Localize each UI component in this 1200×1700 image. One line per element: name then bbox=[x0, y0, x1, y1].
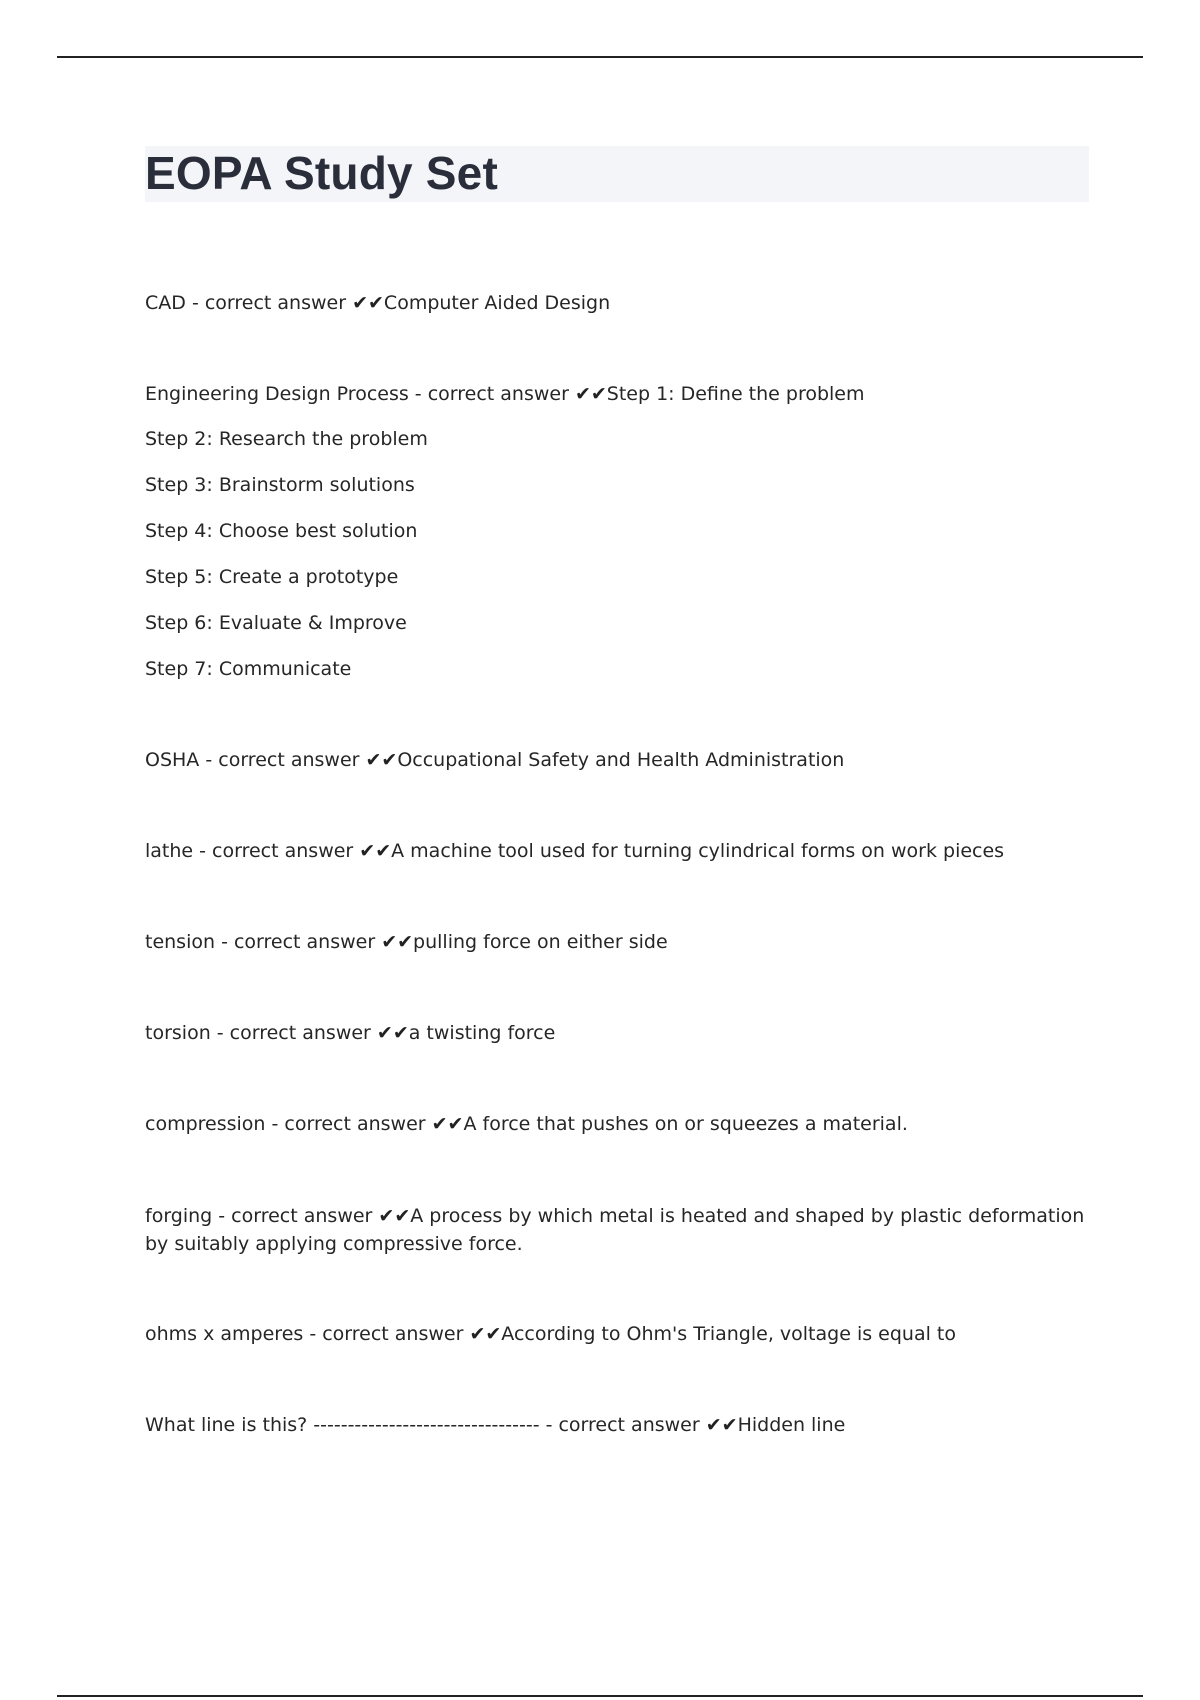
entry-term: What line is this? --------------------------------- bbox=[145, 1414, 540, 1436]
flashcard-entry bbox=[145, 1020, 1090, 1046]
entry-answer: Hidden line bbox=[737, 1414, 846, 1436]
flashcard-entry bbox=[145, 1321, 1090, 1347]
flashcard-entry bbox=[145, 1111, 1090, 1137]
entry-term: OSHA bbox=[145, 749, 200, 771]
entry-answer: Computer Aided Design bbox=[383, 292, 611, 314]
design-step: Step 6: Evaluate & Improve bbox=[145, 612, 407, 634]
entry-separator: - correct answer bbox=[539, 1414, 706, 1436]
flashcard-entry bbox=[145, 929, 1090, 955]
check-marks: ✔✔ bbox=[469, 1323, 502, 1345]
entry-term: ohms x amperes bbox=[145, 1323, 304, 1345]
entry-answer: According to Ohm's Triangle, voltage is equal to bbox=[501, 1323, 956, 1345]
entry-term: compression bbox=[145, 1113, 266, 1135]
design-step: Step 3: Brainstorm solutions bbox=[145, 474, 415, 496]
entry-line bbox=[145, 747, 1090, 773]
entry-answer: Occupational Safety and Health Administration bbox=[397, 749, 845, 771]
bottom-rule bbox=[57, 1695, 1143, 1697]
design-step: Step 5: Create a prototype bbox=[145, 566, 399, 588]
flashcard-entry bbox=[145, 1412, 1090, 1438]
check-marks: ✔✔ bbox=[431, 1113, 464, 1135]
entry-line bbox=[145, 1202, 1090, 1258]
design-step: Step 2: Research the problem bbox=[145, 428, 428, 450]
check-marks: ✔✔ bbox=[705, 1414, 738, 1436]
entry-answer: Step 1: Define the problem bbox=[606, 383, 865, 405]
entry-line bbox=[145, 838, 1090, 864]
design-step: Step 7: Communicate bbox=[145, 658, 352, 680]
entry-term: forging bbox=[145, 1205, 213, 1227]
flashcard-entry bbox=[145, 1202, 1090, 1258]
entry-separator: - correct answer bbox=[210, 1022, 377, 1044]
entry-separator: - correct answer bbox=[193, 840, 360, 862]
flashcard-entry bbox=[145, 838, 1090, 864]
entry-separator: - correct answer bbox=[303, 1323, 470, 1345]
entry-answer: pulling force on either side bbox=[413, 931, 668, 953]
entry-separator: - correct answer bbox=[215, 931, 382, 953]
check-marks: ✔✔ bbox=[376, 1022, 409, 1044]
check-marks: ✔✔ bbox=[359, 840, 392, 862]
entry-term: lathe bbox=[145, 840, 194, 862]
entry-line bbox=[145, 381, 1090, 407]
flashcard-list bbox=[145, 290, 1090, 1438]
flashcard-entry bbox=[145, 381, 1090, 682]
entry-separator: - correct answer bbox=[199, 749, 366, 771]
flashcard-entry bbox=[145, 747, 1090, 773]
entry-term: Engineering Design Process bbox=[145, 383, 409, 405]
entry-separator: - correct answer bbox=[408, 383, 575, 405]
entry-separator: - correct answer bbox=[185, 292, 353, 314]
check-marks: ✔✔ bbox=[574, 383, 607, 405]
entry-separator: - correct answer bbox=[265, 1113, 432, 1135]
check-marks: ✔✔ bbox=[381, 931, 414, 953]
entry-term: torsion bbox=[145, 1022, 211, 1044]
entry-line bbox=[145, 1111, 1090, 1137]
entry-answer: A force that pushes on or squeezes a material. bbox=[463, 1113, 908, 1135]
check-marks: ✔✔ bbox=[352, 292, 384, 314]
check-marks: ✔✔ bbox=[365, 749, 398, 771]
entry-line bbox=[145, 1321, 1090, 1347]
entry-line bbox=[145, 290, 1090, 316]
flashcard-entry bbox=[145, 290, 1090, 316]
entry-term: CAD bbox=[145, 292, 186, 314]
entry-line bbox=[145, 1412, 1090, 1438]
entry-line bbox=[145, 929, 1090, 955]
check-marks: ✔✔ bbox=[378, 1205, 411, 1227]
entry-separator: - correct answer bbox=[212, 1205, 379, 1227]
entry-answer: A machine tool used for turning cylindrical forms on work pieces bbox=[391, 840, 1005, 862]
document-title: EOPA Study Set bbox=[145, 147, 498, 199]
entry-answer: A process by which metal is heated and shaped by plastic deformation by suitably applying compressive force. bbox=[145, 1205, 1085, 1255]
top-rule bbox=[57, 56, 1143, 58]
design-step: Step 4: Choose best solution bbox=[145, 520, 418, 542]
entry-line bbox=[145, 1020, 1090, 1046]
entry-term: tension bbox=[145, 931, 216, 953]
entry-answer: a twisting force bbox=[408, 1022, 556, 1044]
